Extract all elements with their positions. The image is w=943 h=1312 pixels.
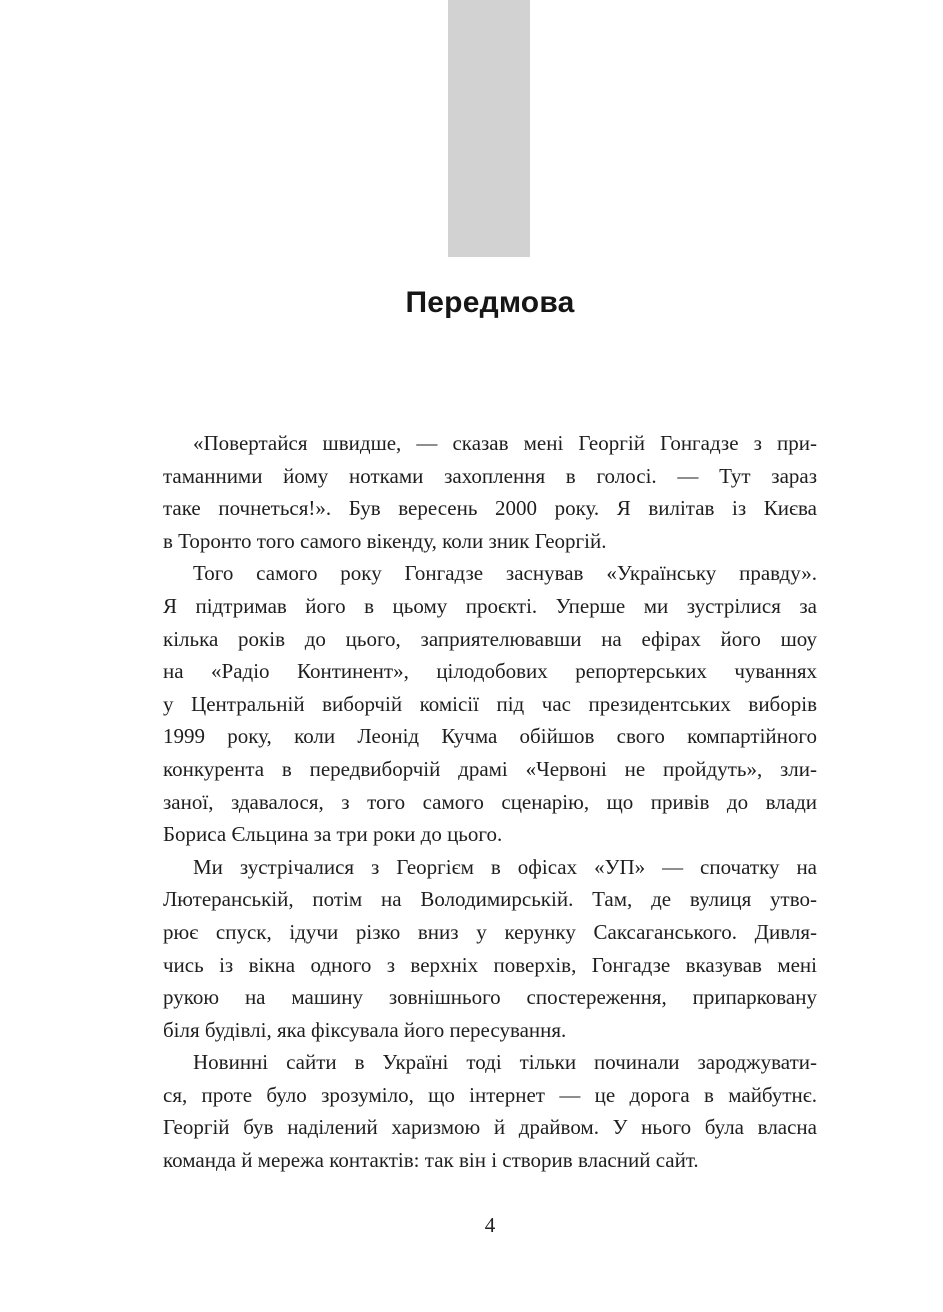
chapter-title: Передмова: [405, 286, 575, 319]
text-line: рукою на машину зовнішнього спостереження, припарковану: [163, 985, 817, 1010]
page-number: 4: [484, 1213, 496, 1237]
text-line: біля будівлі, яка фіксувала його пересування.: [163, 1017, 567, 1042]
paragraph-4: [163, 1046, 817, 1176]
text-line: 1999 року, коли Леонід Кучма обійшов свого компартійного: [163, 724, 817, 749]
text-block: [163, 427, 817, 1177]
text-line: чись із вікна одного з верхніх поверхів, Гонгадзе вказував мені: [163, 952, 817, 977]
paragraph-2: [163, 557, 817, 850]
text-line: конкурента в передвиборчій драмі «Червоні не пройдуть», зли-: [163, 756, 817, 781]
text-line: Георгій був наділений харизмою й драйвом. У нього була власна: [163, 1115, 817, 1140]
text-line: кілька років до цього, заприятелювавши на ефірах його шоу: [163, 626, 817, 651]
text-line: заної, здавалося, з того самого сценарію, що привів до влади: [163, 789, 817, 814]
text-line: команда й мережа контактів: так він і створив власний сайт.: [163, 1148, 699, 1173]
text-line: Лютеранській, потім на Володимирській. Там, де вулиця утво-: [163, 887, 817, 912]
text-line: таке почнеться!». Був вересень 2000 року. Я вилітав із Києва: [163, 496, 817, 521]
paragraph-1: [163, 427, 817, 557]
text-line: Ми зустрічалися з Георгієм в офісах «УП» — спочатку на: [193, 854, 817, 879]
text-line: Я підтримав його в цьому проєкті. Уперше ми зустрілися за: [163, 593, 817, 618]
text-line: ся, проте було зрозуміло, що інтернет — це дорога в майбутнє.: [163, 1082, 817, 1107]
text-line: «Повертайся швидше, — сказав мені Георгій Гонгадзе з при-: [193, 431, 817, 455]
text-line: на «Радіо Континент», цілодобових репортерських чуваннях: [163, 659, 817, 684]
text-line: Новинні сайти в Україні тоді тільки починали зароджувати-: [193, 1050, 817, 1075]
text-line: Бориса Єльцина за три роки до цього.: [163, 822, 503, 847]
text-line: рює спуск, ідучи різко вниз у керунку Саксаганського. Дивля-: [163, 919, 817, 944]
bookmark-ribbon: [448, 0, 530, 257]
text-line: таманними йому нотками захоплення в голосі. — Тут зараз: [163, 463, 817, 488]
text-line: Того самого року Гонгадзе заснував «Українську правду».: [193, 561, 817, 586]
text-line: у Центральній виборчій комісії під час президентських виборів: [163, 691, 817, 716]
text-line: в Торонто того самого вікенду, коли зник Георгій.: [163, 528, 607, 553]
paragraph-3: [163, 851, 817, 1047]
